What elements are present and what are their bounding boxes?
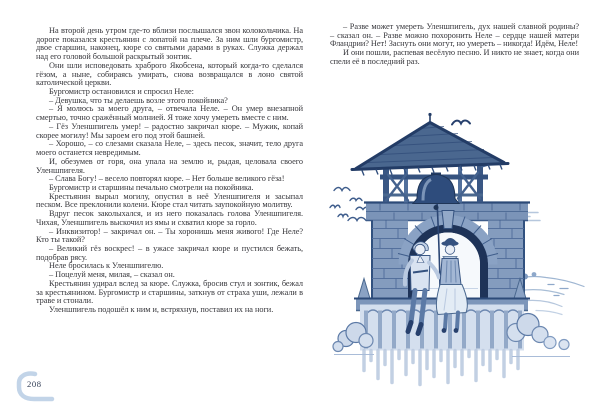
paragraph: – Слава Богу! – весело повторял кюре. – Нет больше великого гёза! [49, 174, 285, 184]
paragraph: Бургомистр остановился и спросил Неле: [49, 87, 194, 97]
right-page-text [330, 23, 579, 67]
bell-gate-illustration [328, 110, 588, 405]
paragraph: Бургомистр и старшины печально смотрели на покойника. [49, 182, 254, 192]
paragraph: – Девушка, что ты делаешь возле этого покойника? [49, 95, 228, 105]
paragraph: – Инквизитор! – закричал он. – Ты хоронишь меня живого! Где Неле? Кто ты такой? [36, 226, 303, 245]
bird-icon [452, 121, 470, 125]
paragraph: Они шли исповедовать храброго Якобсена, который когда-то сделался гёзом, а ныне, собираясь умирать, снова возвращался в лоно святой католической церкви. [36, 60, 303, 88]
page-corner-ornament [14, 370, 74, 406]
paragraph: – Разве может умереть Уленшпигель, дух нашей славной родины? – сказал он. – Разве можно похоронить Неле – сердце нашей матери Фландрии? Нет! Заснуть они могут, но умереть – никогда! Идём, Неле! [330, 22, 579, 49]
paragraph: – Гёз Уленшпигель умер! – радостно закричал кюре. – Мужик, копай скорее могилу! Мы зароем его под этой башней. [36, 121, 303, 140]
paragraph: Неле бросилась к Уленшпигелю. [49, 261, 164, 271]
paragraph: – Поцелуй меня, милая, – сказал он. [49, 270, 175, 280]
fade-hatching [364, 351, 518, 385]
paragraph: – Я молюсь за моего друга, – отвечала Неле. – Он умер внезапной смертью, точно сражённый молнией. Я тоже хочу умереть вместе с ним. [36, 104, 303, 123]
corner-flourish-icon [14, 370, 74, 406]
paragraph: И, обезумев от горя, она упала на землю и, рыдая, целовала своего Уленшпигеля. [36, 156, 303, 175]
paragraph: Крестьянин удирал вслед за кюре. Служка, бросив стул и зонтик, бежал за крестьянином. Бургомистр и старшины, заткнув от страха уши, лежали в траве и стонали. [36, 278, 303, 306]
paragraph: На второй день утром где-то вблизи послышался звон колокольчика. На дороге показался крестьянин с лопатой на плече. За ним шли бургомистр, двое старшин, наконец, кюре со святыми дарами в руках. Служка держал над его головой большой раскрытый зонтик. [36, 26, 303, 62]
gulls-icon [330, 188, 370, 221]
page-number: 208 [27, 379, 42, 389]
paragraph: И они пошли, распевая весёлую песню. И никто не знает, когда они спели её в последний раз. [330, 48, 579, 66]
paragraph: Крестьянин вырыл могилу, опустил в неё Уленшпигеля и засыпал песком. Все преклонили колени. Кюре стал читать заупокойную молитву. [36, 191, 303, 210]
bell-gate-drawing [328, 110, 588, 405]
paragraph: Вдруг песок заколыхался, и из него показалась голова Уленшпигеля. Чихая, Уленшпигель выскочил из ямы и схватил кюре за горло. [36, 209, 303, 227]
left-page-text [36, 27, 303, 315]
paragraph: – Хорошо, – со слезами сказала Неле, – здесь песок, значит, тело друга моего останется невредимым. [36, 139, 303, 158]
right-page [305, 0, 600, 411]
paragraph: – Великий гёз воскрес! – в ужасе закричал кюре и пустился бежать, подобрав рясу. [36, 243, 303, 262]
paragraph: Уленшпигель подошёл к ним и, встряхнув, поставил их на ноги. [49, 305, 274, 314]
